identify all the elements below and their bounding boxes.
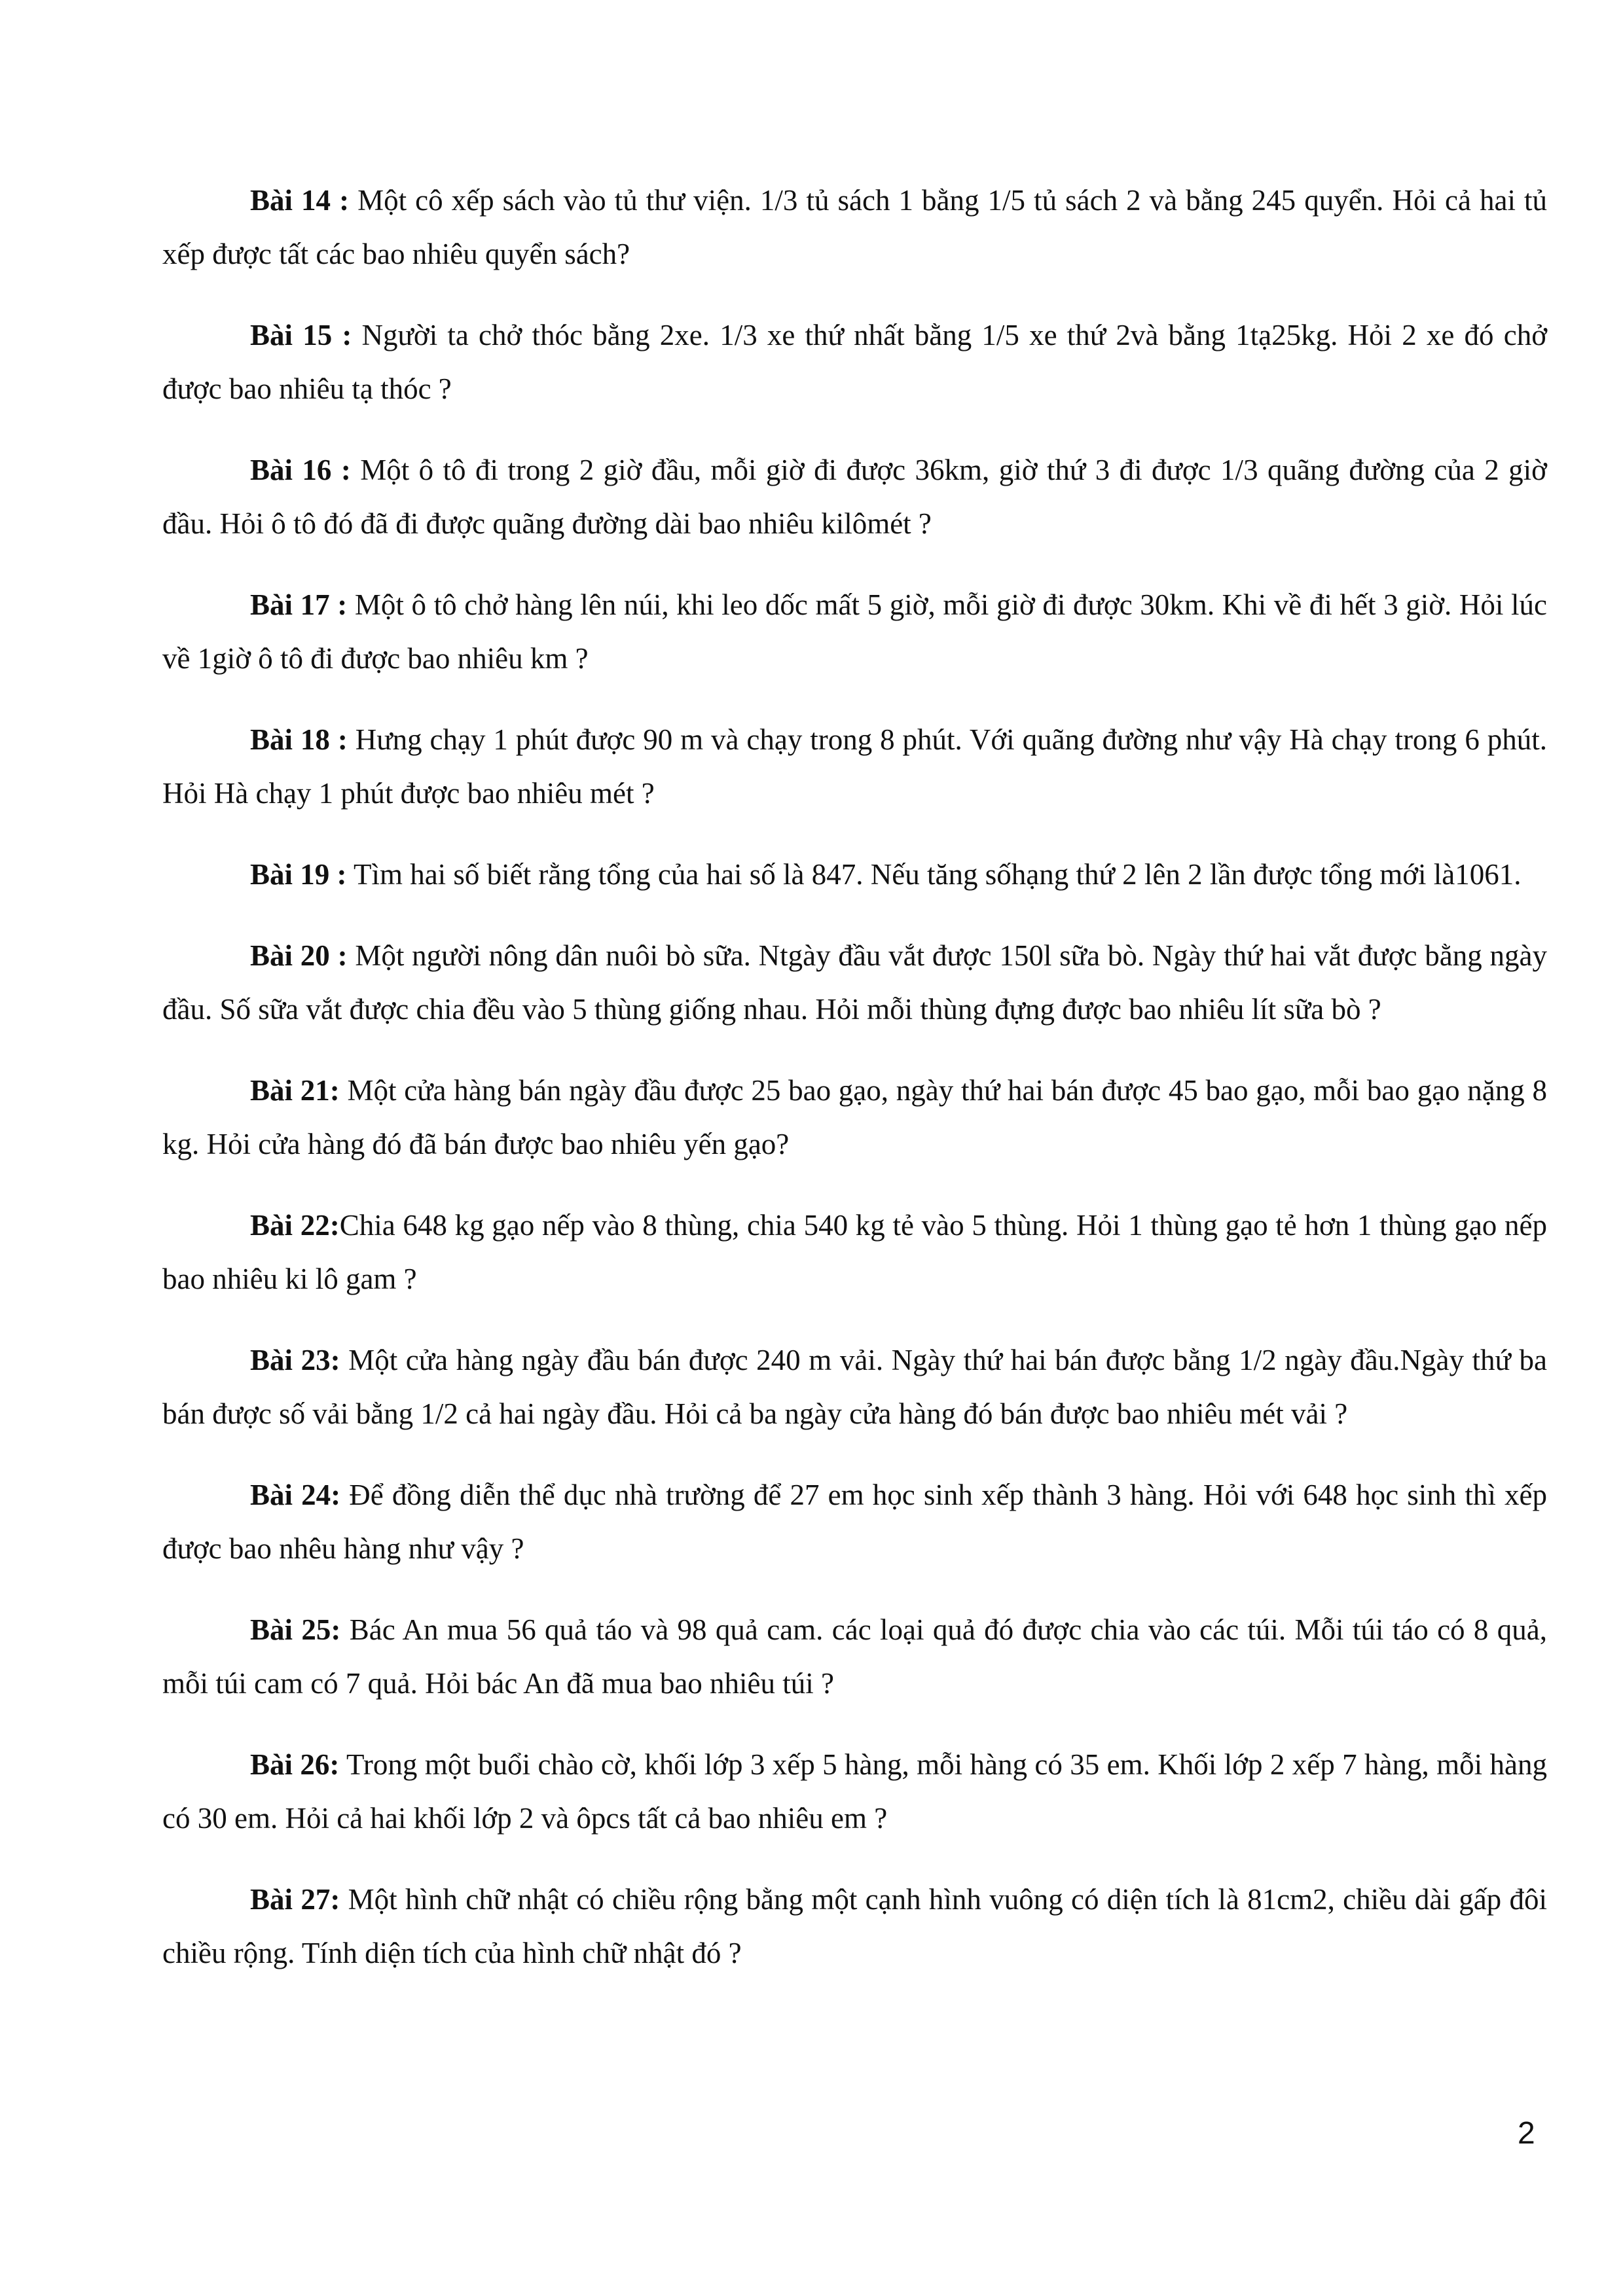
problem-label: Bài 23: [250, 1344, 340, 1376]
problem-label: Bài 22: [250, 1209, 340, 1242]
problem-text: Một người nông dân nuôi bò sữa. Ntgày đầu vắt được 150l sữa bò. Ngày thứ hai vắt được bằng ngày đầu. Số sữa vắt được chia đều vào 5 thùng giống nhau. Hỏi mỗi thùng đựng được bao nhiêu lít sữa bò ? [162, 939, 1547, 1026]
problem-17 [162, 578, 1547, 685]
problem-26 [162, 1738, 1547, 1845]
problem-text: Hưng chạy 1 phút được 90 m và chạy trong 8 phút. Với quãng đường như vậy Hà chạy trong 6 phút. Hỏi Hà chạy 1 phút được bao nhiêu mét ? [162, 723, 1547, 810]
problem-text: Trong một buổi chào cờ, khối lớp 3 xếp 5 hàng, mỗi hàng có 35 em. Khối lớp 2 xếp 7 hàng, mỗi hàng có 30 em. Hỏi cả hai khối lớp 2 và ôpcs tất cả bao nhiêu em ? [162, 1748, 1547, 1835]
problem-15 [162, 308, 1547, 416]
problem-label: Bài 21: [250, 1074, 340, 1107]
problem-14 [162, 173, 1547, 281]
problem-text: Một ô tô đi trong 2 giờ đầu, mỗi giờ đi được 36km, giờ thứ 3 đi được 1/3 quãng đường của 2 giờ đầu. Hỏi ô tô đó đã đi được quãng đường dài bao nhiêu kilômét ? [162, 454, 1547, 540]
problem-text: Chia 648 kg gạo nếp vào 8 thùng, chia 540 kg tẻ vào 5 thùng. Hỏi 1 thùng gạo tẻ hơn 1 thùng gạo nếp bao nhiêu ki lô gam ? [162, 1209, 1547, 1295]
problem-18 [162, 713, 1547, 820]
problem-21 [162, 1064, 1547, 1171]
problem-25 [162, 1603, 1547, 1710]
problem-label: Bài 27: [250, 1883, 340, 1916]
problem-text: Một hình chữ nhật có chiều rộng bằng một cạnh hình vuông có diện tích là 81cm2, chiều dài gấp đôi chiều rộng. Tính diện tích của hình chữ nhật đó ? [162, 1883, 1547, 1969]
problem-label: Bài 15 : [250, 319, 352, 351]
problem-23 [162, 1333, 1547, 1441]
problem-text: Một ô tô chở hàng lên núi, khi leo dốc mất 5 giờ, mỗi giờ đi được 30km. Khi về đi hết 3 giờ. Hỏi lúc về 1giờ ô tô đi được bao nhiêu km ? [162, 588, 1547, 675]
page-number: 2 [1518, 2116, 1535, 2151]
problem-label: Bài 20 : [250, 939, 348, 972]
problem-text: Một cửa hàng ngày đầu bán được 240 m vải. Ngày thứ hai bán được bằng 1/2 ngày đầu.Ngày thứ ba bán được số vải bằng 1/2 cả hai ngày đầu. Hỏi cả ba ngày cửa hàng đó bán được bao nhiêu mét vải ? [162, 1344, 1547, 1430]
problem-label: Bài 25: [250, 1613, 341, 1646]
problem-label: Bài 16 : [250, 454, 351, 486]
problem-text: Người ta chở thóc bằng 2xe. 1/3 xe thứ nhất bằng 1/5 xe thứ 2và bằng 1tạ25kg. Hỏi 2 xe đó chở được bao nhiêu tạ thóc ? [162, 319, 1547, 405]
problem-label: Bài 17 : [250, 588, 348, 621]
problem-22 [162, 1198, 1547, 1306]
problem-20 [162, 929, 1547, 1036]
problem-label: Bài 18 : [250, 723, 348, 756]
problem-text: Tìm hai số biết rằng tổng của hai số là 847. Nếu tăng sốhạng thứ 2 lên 2 lần được tổng mới là1061. [346, 858, 1522, 891]
problem-16 [162, 443, 1547, 550]
problem-text: Để đồng diễn thể dục nhà trường để 27 em học sinh xếp thành 3 hàng. Hỏi với 648 học sinh thì xếp được bao nhêu hàng như vậy ? [162, 1479, 1547, 1565]
problem-label: Bài 24: [250, 1479, 341, 1511]
problem-label: Bài 26: [250, 1748, 340, 1781]
problem-24 [162, 1468, 1547, 1575]
problem-text: Một cửa hàng bán ngày đầu được 25 bao gạo, ngày thứ hai bán được 45 bao gạo, mỗi bao gạo nặng 8 kg. Hỏi cửa hàng đó đã bán được bao nhiêu yến gạo? [162, 1074, 1547, 1160]
problem-list [162, 173, 1547, 2007]
problem-19 [162, 848, 1547, 901]
problem-27 [162, 1873, 1547, 1980]
problem-label: Bài 14 : [250, 184, 350, 217]
problem-text: Một cô xếp sách vào tủ thư viện. 1/3 tủ sách 1 bằng 1/5 tủ sách 2 và bằng 245 quyển. Hỏi cả hai tủ xếp được tất các bao nhiêu quyển sách? [162, 184, 1547, 270]
problem-label: Bài 19 : [250, 858, 347, 891]
problem-text: Bác An mua 56 quả táo và 98 quả cam. các loại quả đó được chia vào các túi. Mỗi túi táo có 8 quả, mỗi túi cam có 7 quả. Hỏi bác An đã mua bao nhiêu túi ? [162, 1613, 1547, 1700]
